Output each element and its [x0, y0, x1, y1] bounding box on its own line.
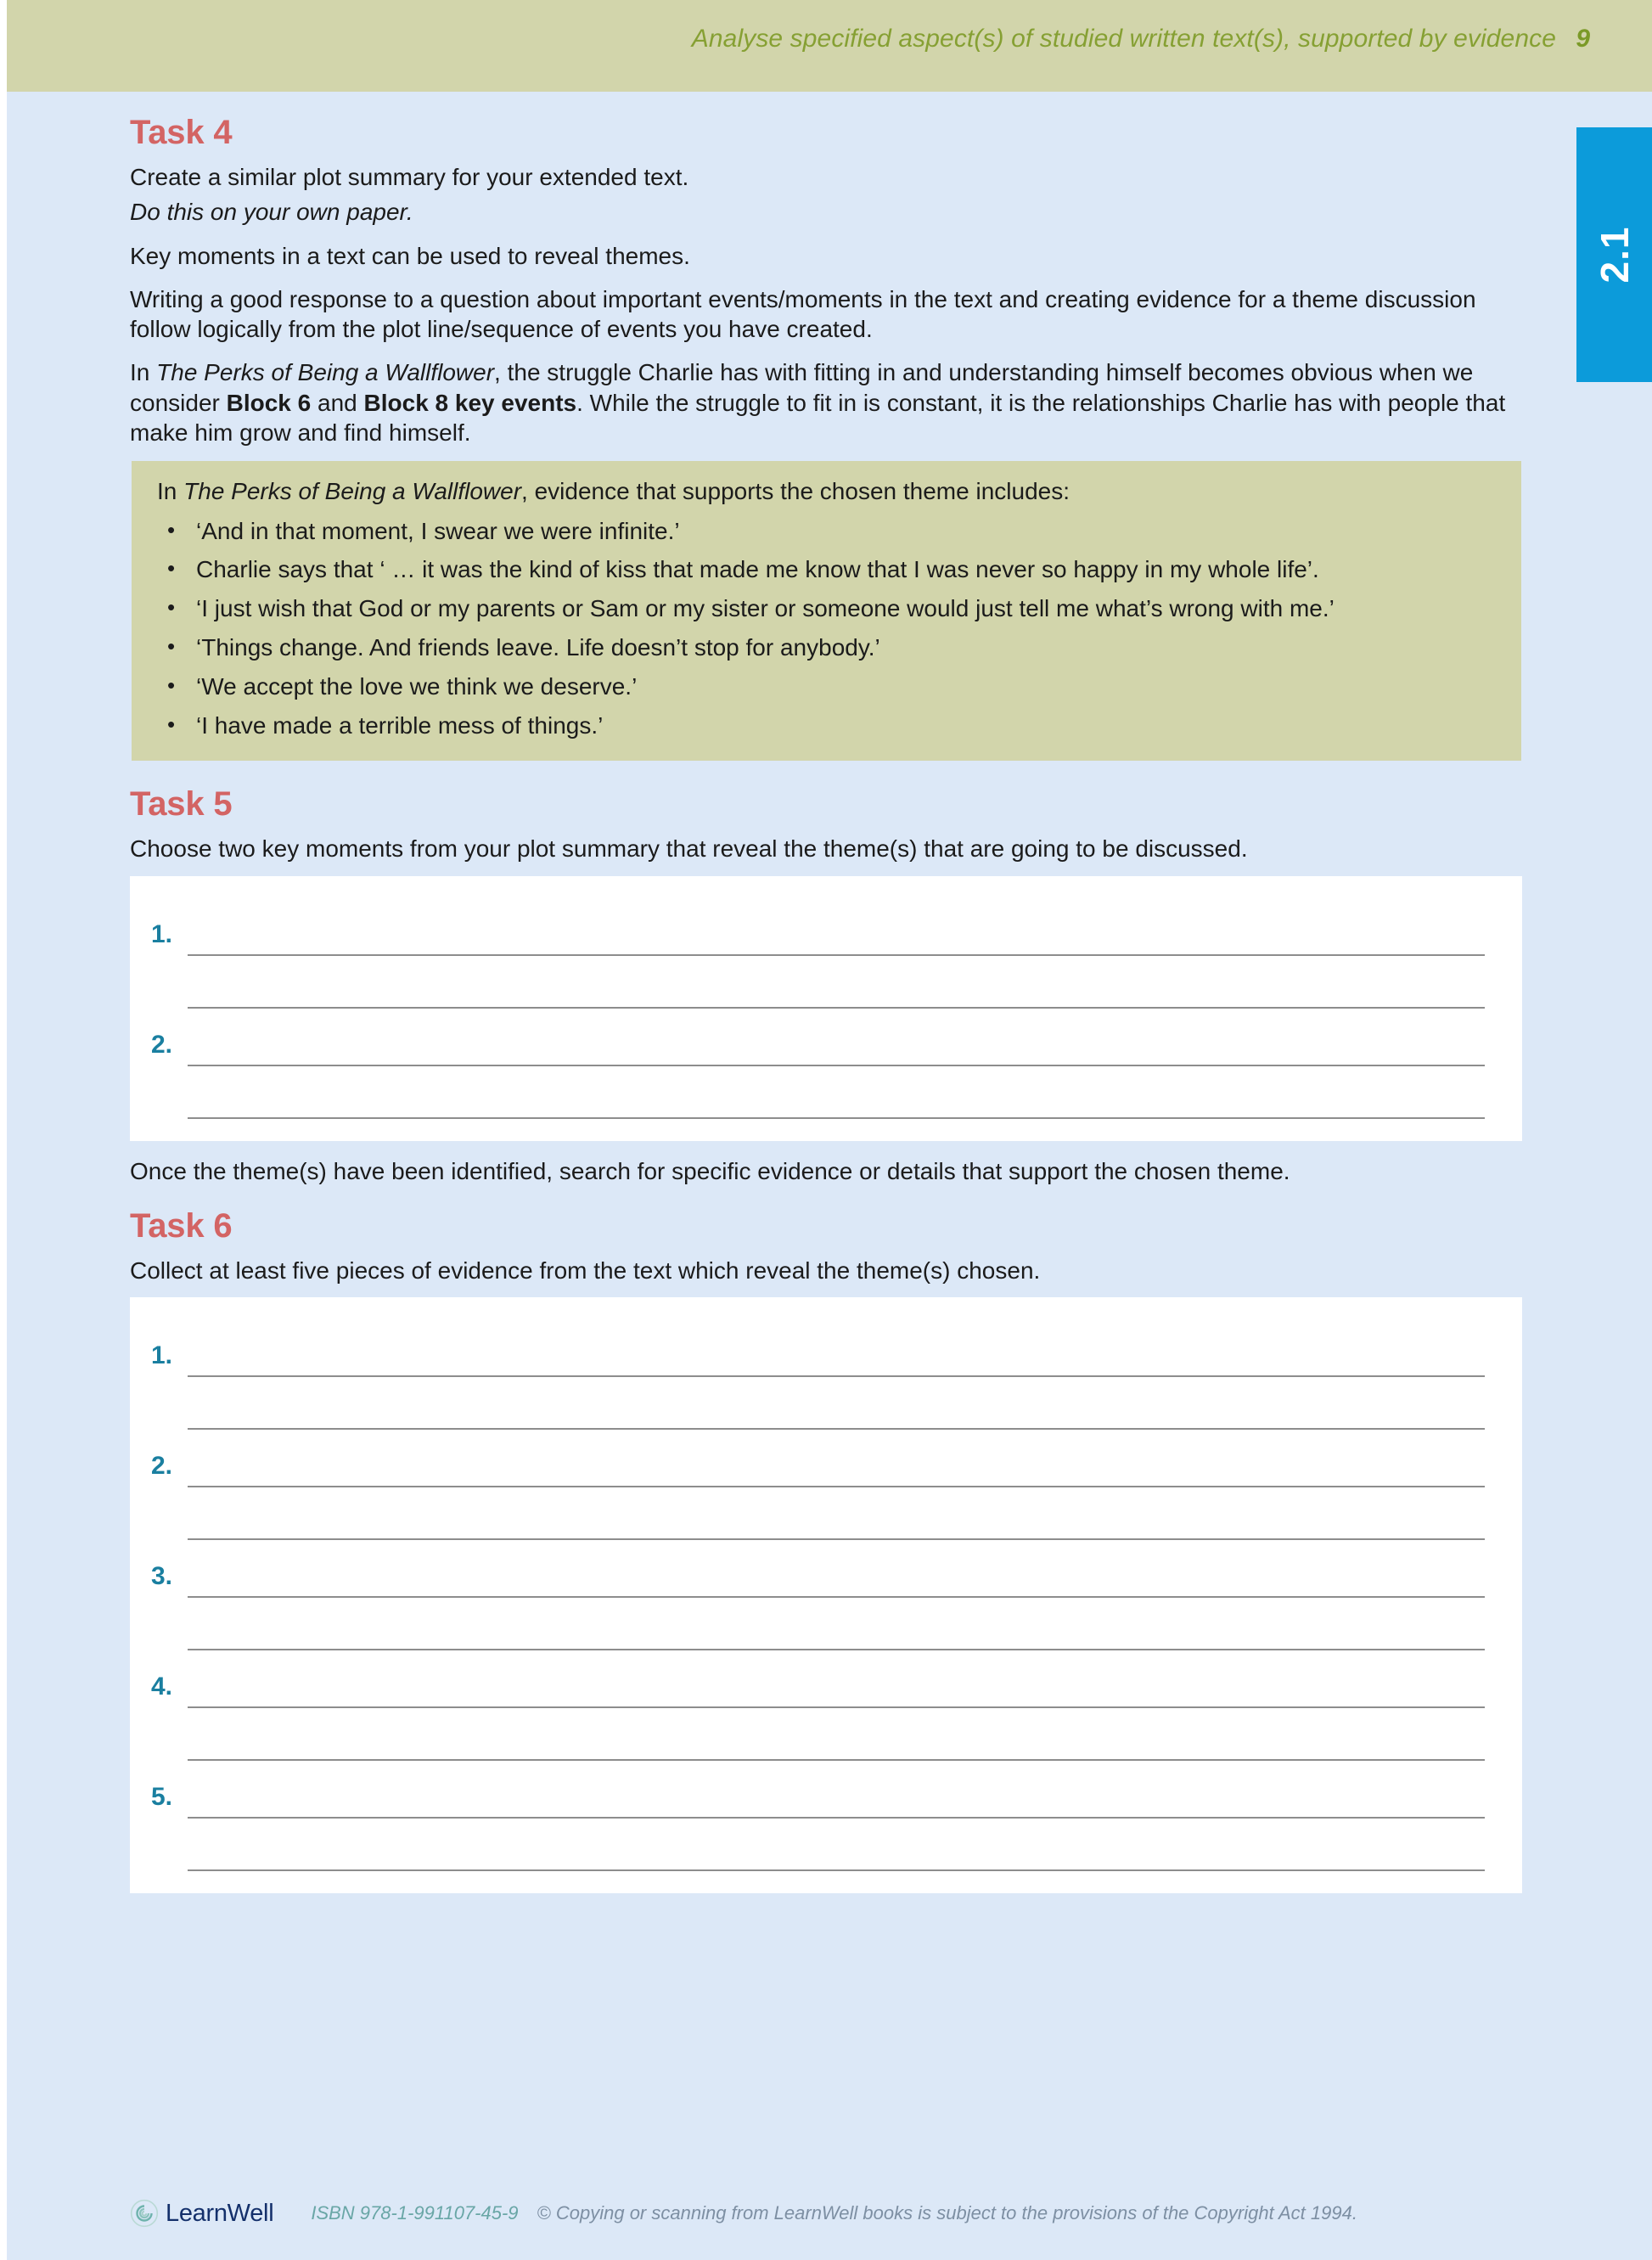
para3-pre: In — [130, 359, 157, 386]
answer-number: 2. — [150, 1452, 172, 1481]
section-tab — [1576, 127, 1652, 382]
evidence-box-intro — [157, 476, 1496, 507]
rule-line[interactable] — [188, 1545, 1485, 1598]
evidence-intro-post: , evidence that supports the chosen theme includes: — [521, 478, 1070, 505]
evidence-example-box — [132, 461, 1521, 761]
rule-line[interactable] — [188, 1819, 1485, 1871]
rule-line[interactable] — [188, 1066, 1485, 1119]
rule-line[interactable] — [188, 1598, 1485, 1650]
answer-entry[interactable] — [130, 1761, 1503, 1871]
answer-entry[interactable] — [130, 1009, 1503, 1119]
page-header-band — [7, 0, 1652, 92]
task-4-paragraph-1: Key moments in a text can be used to reveal themes. — [130, 242, 690, 269]
page-footer — [130, 2199, 1573, 2228]
interstitial-text: Once the theme(s) have been identified, search for specific evidence or details that support the chosen theme. — [130, 1157, 1290, 1184]
answer-number: 4. — [150, 1673, 172, 1701]
para3-mid: , the struggle Charlie has with fitting in and understanding himself becomes obvious when we consider — [130, 359, 1474, 416]
task-5-answer-box[interactable] — [130, 876, 1522, 1141]
para3-post: . While the struggle to fit in is constant, it is the relationships Charlie has with people that make him grow and find himself. — [130, 389, 1506, 446]
answer-write-area[interactable] — [188, 1319, 1503, 1430]
rule-line[interactable] — [188, 903, 1485, 956]
task-6-instruction: Collect at least five pieces of evidence from the text which reveal the theme(s) chosen. — [130, 1256, 1041, 1284]
rule-line[interactable] — [188, 1014, 1485, 1066]
task-4-heading: Task 4 — [130, 114, 233, 151]
task-4-instruction: Create a similar plot summary for your extended text. — [130, 164, 689, 190]
answer-entry[interactable] — [130, 1430, 1503, 1540]
answer-write-area[interactable] — [188, 1009, 1503, 1119]
section-tab-label: 2.1 — [1592, 226, 1637, 284]
evidence-bullet-list — [157, 516, 1496, 743]
block-6-reference: Block 6 — [226, 389, 312, 416]
list-item: • Charlie says that ‘ … it was the kind of kiss that made me know that I was never so happy in my whole life’. — [157, 554, 1496, 586]
book-title: The Perks of Being a Wallflower — [156, 359, 495, 386]
task-6-answer-box[interactable] — [130, 1297, 1522, 1893]
rule-line[interactable] — [188, 1766, 1485, 1819]
list-item: • ‘We accept the love we think we deserve.’ — [157, 672, 1496, 703]
answer-write-area[interactable] — [188, 1540, 1503, 1650]
page-header-title: Analyse specified aspect(s) of studied written text(s), supported by evidence — [691, 25, 1556, 53]
learnwell-logo — [130, 2199, 273, 2228]
rule-line[interactable] — [188, 1377, 1485, 1430]
list-item: • ‘I just wish that God or my parents or Sam or my sister or someone would just tell me what’s wrong with me.’ — [157, 593, 1496, 625]
answer-entry[interactable] — [130, 898, 1503, 1009]
answer-entry[interactable] — [130, 1540, 1503, 1650]
block-8-reference: Block 8 key events — [363, 389, 577, 416]
answer-write-area[interactable] — [188, 898, 1503, 1009]
evidence-intro-pre: In — [157, 478, 184, 505]
task-4-note: Do this on your own paper. — [130, 199, 413, 226]
answer-entry[interactable] — [130, 1319, 1503, 1430]
rule-line[interactable] — [188, 1324, 1485, 1377]
copyright-text: © Copying or scanning from LearnWell books is subject to the provisions of the Copyright Act 1994. — [537, 2202, 1357, 2223]
page-content — [130, 115, 1522, 1893]
rule-line[interactable] — [188, 956, 1485, 1009]
spiral-icon — [130, 2199, 159, 2228]
answer-number: 3. — [150, 1562, 172, 1591]
para3-and: and — [311, 389, 364, 416]
isbn-text: ISBN 978-1-991107-45-9 — [311, 2202, 519, 2223]
rule-line[interactable] — [188, 1487, 1485, 1540]
answer-write-area[interactable] — [188, 1430, 1503, 1540]
answer-entry[interactable] — [130, 1650, 1503, 1761]
task-5-instruction: Choose two key moments from your plot summary that reveal the theme(s) that are going to be discussed. — [130, 835, 1248, 863]
list-item: • ‘I have made a terrible mess of things.’ — [157, 711, 1496, 742]
learnwell-wordmark: LearnWell — [166, 2199, 274, 2227]
answer-number: 2. — [150, 1030, 172, 1059]
task-4-paragraph-2: Writing a good response to a question about important events/moments in the text and creating evidence for a theme discussion follow logically from the plot line/sequence of events you have created. — [130, 285, 1476, 343]
rule-line[interactable] — [188, 1708, 1485, 1761]
list-item: • ‘And in that moment, I swear we were infinite.’ — [157, 516, 1496, 548]
answer-number: 1. — [150, 1341, 172, 1370]
book-title: The Perks of Being a Wallflower — [183, 478, 522, 505]
answer-number: 5. — [150, 1783, 172, 1812]
task-4-paragraph-3 — [130, 357, 1522, 447]
task-6-heading: Task 6 — [130, 1206, 233, 1245]
answer-write-area[interactable] — [188, 1650, 1503, 1761]
rule-line[interactable] — [188, 1656, 1485, 1708]
list-item: • ‘Things change. And friends leave. Life doesn’t stop for anybody.’ — [157, 632, 1496, 664]
answer-number: 1. — [150, 919, 172, 948]
task-5-heading: Task 5 — [130, 785, 233, 824]
page-number: 9 — [1576, 25, 1590, 53]
rule-line[interactable] — [188, 1435, 1485, 1487]
answer-write-area[interactable] — [188, 1761, 1503, 1871]
